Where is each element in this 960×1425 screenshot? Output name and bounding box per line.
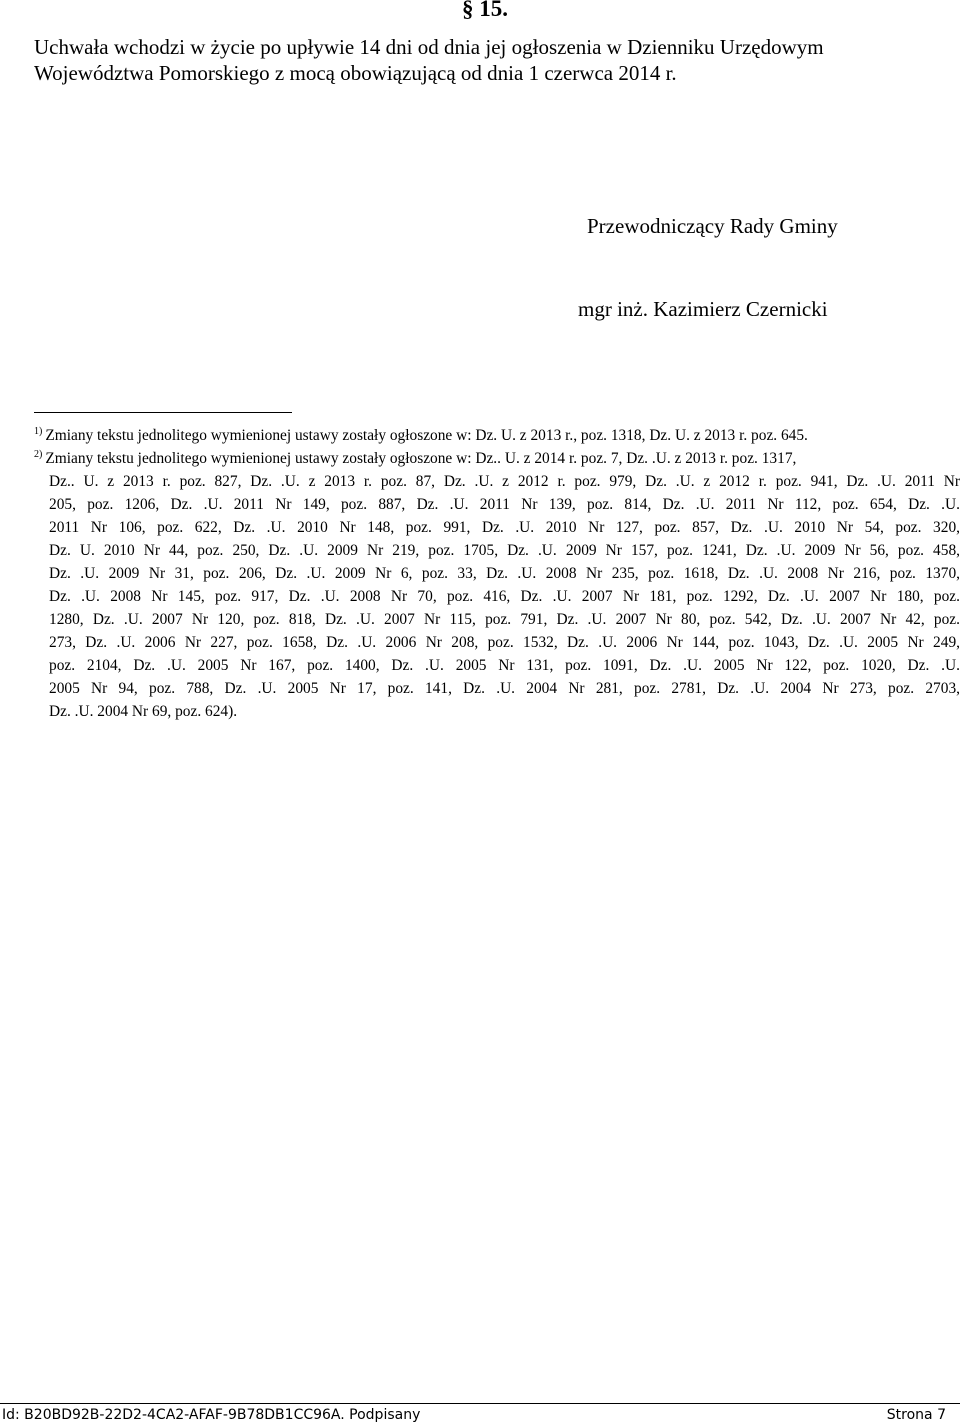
- footnote-2-marker: 2): [34, 449, 43, 460]
- footnote-2: [34, 447, 960, 470]
- footnote-2-line: 2005 Nr 94, poz. 788, Dz. .U. 2005 Nr 17, poz. 141, Dz. .U. 2004 Nr 281, poz. 2781, Dz. .U. 2004 Nr 273, poz. 2703,: [49, 680, 960, 697]
- chairman-title: Przewodniczący Rady Gminy: [587, 214, 838, 238]
- footnote-2-line: Dz. .U. 2009 Nr 31, poz. 206, Dz. .U. 2009 Nr 6, poz. 33, Dz. .U. 2008 Nr 235, poz. 1618, Dz. .U. 2008 Nr 216, poz. 1370,: [49, 565, 960, 582]
- footnote-1-text: Zmiany tekstu jednolitego wymienionej ustawy zostały ogłoszone w: Dz. U. z 2013 r., poz. 1318, Dz. U. z 2013 r. poz. 645.: [45, 427, 808, 444]
- clause-line: Uchwała wchodzi w życie po upływie 14 dni od dnia jej ogłoszenia w Dzienniku Urzędowym: [34, 35, 824, 59]
- footnote-1: [34, 424, 960, 447]
- footnote-2-line: 2011 Nr 106, poz. 622, Dz. .U. 2010 Nr 148, poz. 991, Dz. .U. 2010 Nr 127, poz. 857, Dz. .U. 2010 Nr 54, poz. 320,: [49, 519, 960, 536]
- clause-line: Województwa Pomorskiego z mocą obowiązującą od dnia 1 czerwca 2014 r.: [34, 61, 677, 85]
- footnote-2-line: 273, Dz. .U. 2006 Nr 227, poz. 1658, Dz. .U. 2006 Nr 208, poz. 1532, Dz. .U. 2006 Nr 144, poz. 1043, Dz. .U. 2005 Nr 249,: [49, 634, 960, 651]
- footnote-2-line: Dz. .U. 2004 Nr 69, poz. 624).: [49, 703, 238, 720]
- section-heading: § 15.: [462, 0, 508, 21]
- footnote-2-line: poz. 2104, Dz. .U. 2005 Nr 167, poz. 1400, Dz. .U. 2005 Nr 131, poz. 1091, Dz. .U. 2005 Nr 122, poz. 1020, Dz. .U.: [49, 657, 960, 674]
- resolution-effective-clause: [34, 34, 944, 86]
- footnote-2-line: Dz.. U. z 2013 r. poz. 827, Dz. .U. z 2013 r. poz. 87, Dz. .U. z 2012 r. poz. 979, Dz. .U. z 2012 r. poz. 941, Dz. .U. 2011 Nr: [49, 473, 960, 490]
- signatory-name: mgr inż. Kazimierz Czernicki: [578, 297, 828, 321]
- footnote-separator: [34, 412, 292, 413]
- footnote-2-line: Dz. .U. 2008 Nr 145, poz. 917, Dz. .U. 2008 Nr 70, poz. 416, Dz. .U. 2007 Nr 181, poz. 1292, Dz. .U. 2007 Nr 180, poz.: [49, 588, 960, 605]
- document-id: Id: B20BD92B-22D2-4CA2-AFAF-9B78DB1CC96A. Podpisany: [2, 1407, 421, 1423]
- page-number: Strona 7: [886, 1407, 946, 1423]
- footnote-2-line: 1280, Dz. .U. 2007 Nr 120, poz. 818, Dz. .U. 2007 Nr 115, poz. 791, Dz. .U. 2007 Nr 80, poz. 542, Dz. .U. 2007 Nr 42, poz.: [49, 611, 960, 628]
- footnote-2-first-line: Zmiany tekstu jednolitego wymienionej ustawy zostały ogłoszone w: Dz.. U. z 2014 r. poz. 7, Dz. .U. z 2013 r. poz. 1317,: [45, 450, 797, 467]
- footnote-1-marker: 1): [34, 426, 43, 437]
- page-footer: [0, 1403, 960, 1425]
- footnote-2-line: Dz. U. 2010 Nr 44, poz. 250, Dz. .U. 2009 Nr 219, poz. 1705, Dz. .U. 2009 Nr 157, poz. 1241, Dz. .U. 2009 Nr 56, poz. 458,: [49, 542, 960, 559]
- footnotes: [34, 424, 960, 723]
- footnote-2-line: 205, poz. 1206, Dz. .U. 2011 Nr 149, poz. 887, Dz. .U. 2011 Nr 139, poz. 814, Dz. .U. 2011 Nr 112, poz. 654, Dz. .U.: [49, 496, 960, 513]
